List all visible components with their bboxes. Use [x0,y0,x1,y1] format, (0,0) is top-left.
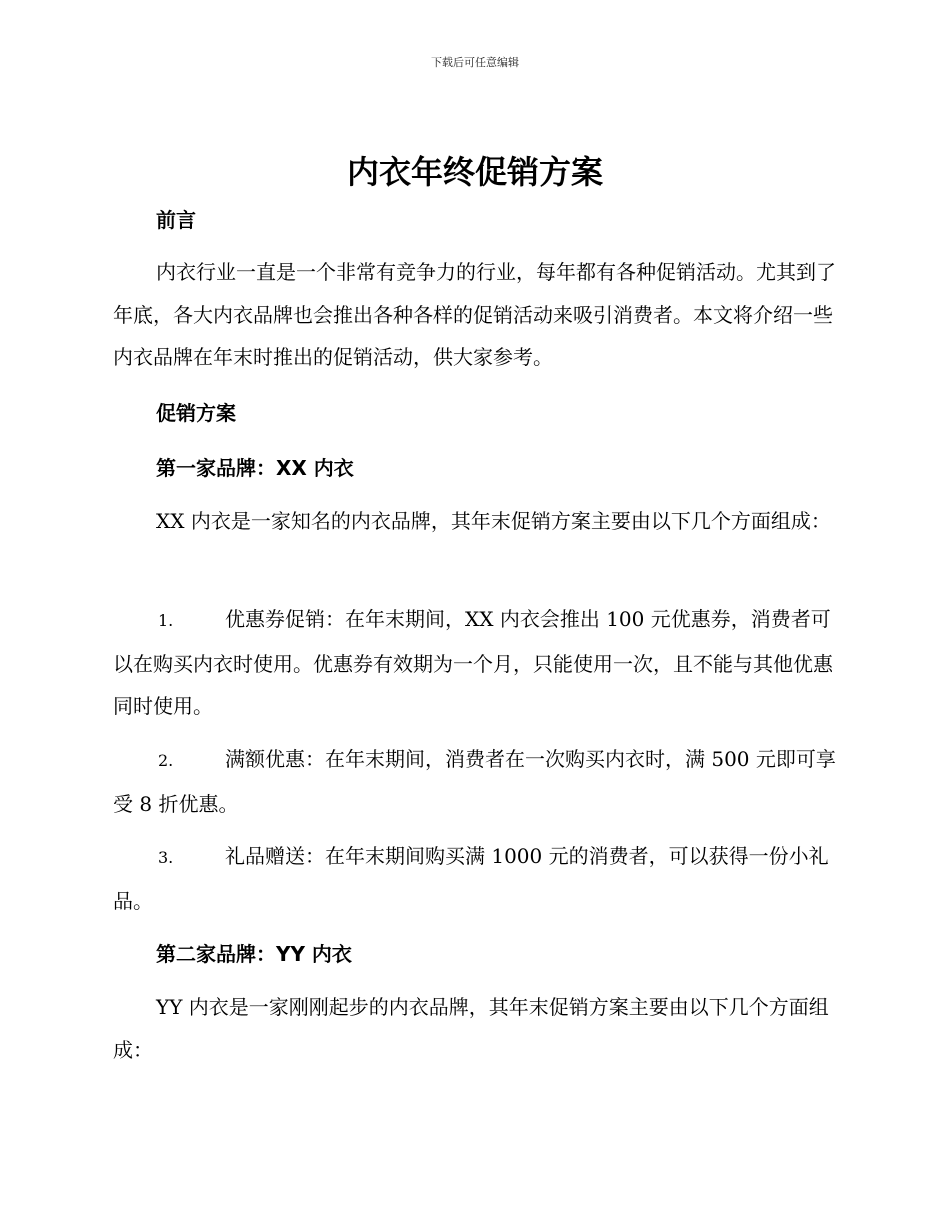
list-text: 优惠券促销：在年末期间，XX 内衣会推出 100 元优惠券，消费者可以在购买内衣时使用。优惠券有效期为一个月，只能使用一次，且不能与其他优惠同时使用。 [113,607,833,718]
list-text: 满额优惠：在年末期间，消费者在一次购买内衣时，满 500 元即可享受 8 折优惠。 [113,747,836,816]
brand1-intro: XX 内衣是一家知名的内衣品牌，其年末促销方案主要由以下几个方面组成： [156,509,831,533]
brand2-heading: 第二家品牌：YY 内衣 [156,942,352,966]
list-number: 1. [158,611,174,630]
list-number: 3. [158,848,174,867]
document-title: 内衣年终促销方案 [346,153,603,191]
plan-heading: 促销方案 [156,401,236,425]
list-item [113,738,838,825]
list-item [113,835,838,922]
brand1-heading: 第一家品牌：XX 内衣 [156,456,354,480]
list-item [113,598,838,728]
list-text: 礼品赠送：在年末期间购买满 1000 元的消费者，可以获得一份小礼品。 [113,844,829,913]
preface-paragraph: 内衣行业一直是一个非常有竞争力的行业，每年都有各种促销活动。尤其到了年底，各大内衣品牌也会推出各种各样的促销活动来吸引消费者。本文将介绍一些内衣品牌在年末时推出的促销活动，供大家参考。 [113,260,836,369]
list-number: 2. [158,751,174,770]
brand2-intro: YY 内衣是一家刚刚起步的内衣品牌，其年末促销方案主要由以下几个方面组成： [113,995,829,1062]
preface-heading: 前言 [156,208,196,232]
header-note: 下载后可任意编辑 [431,56,519,69]
